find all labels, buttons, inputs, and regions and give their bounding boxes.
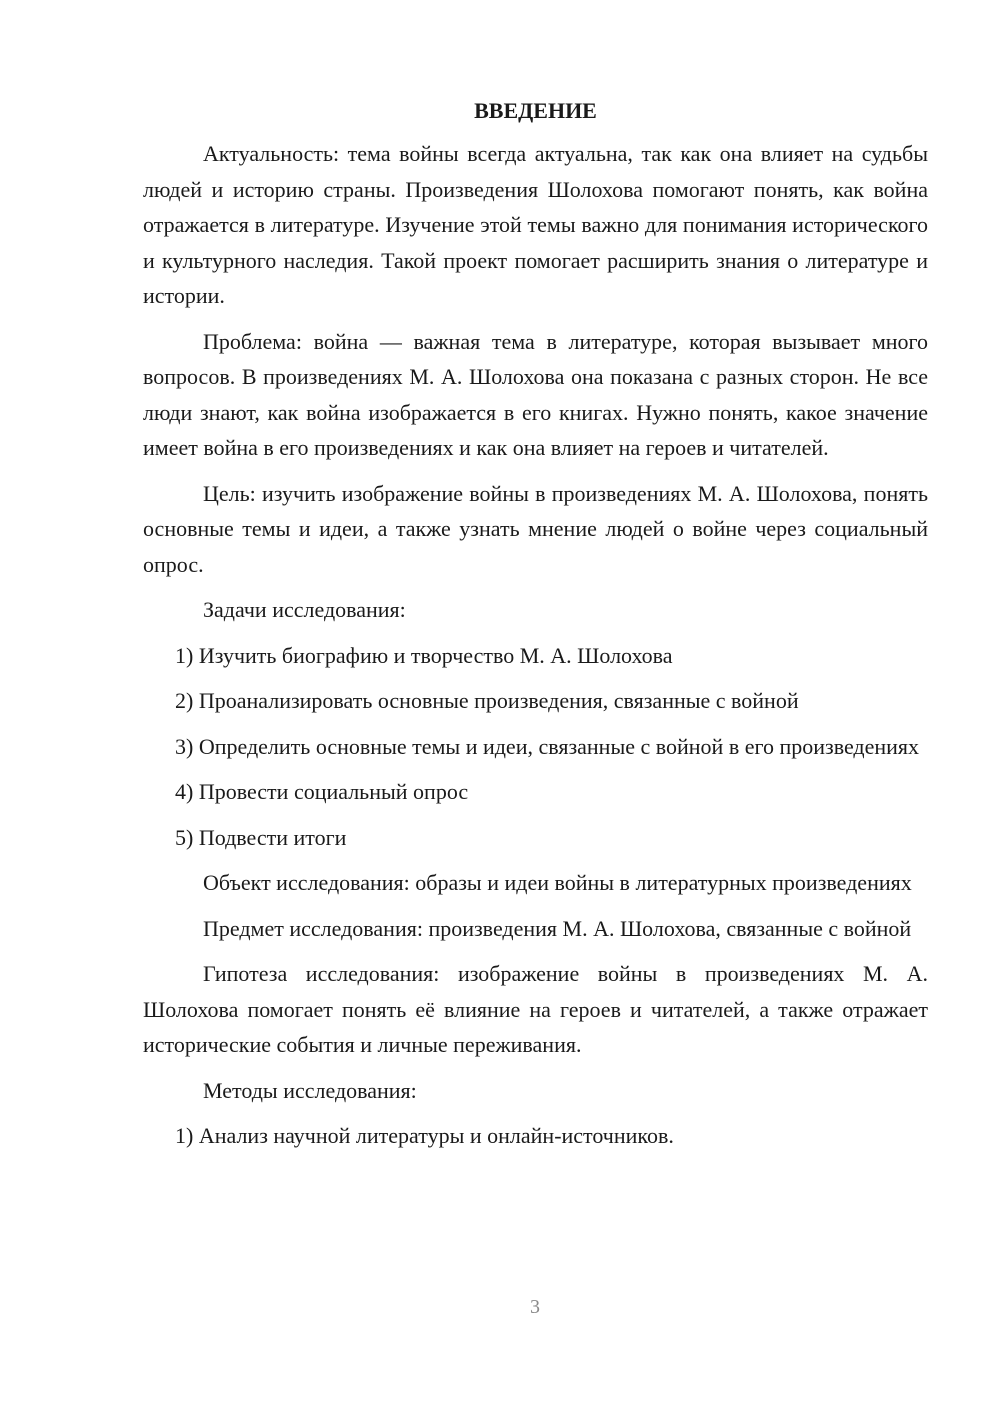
method-item-1: 1) Анализ научной литературы и онлайн-источников.: [175, 1123, 674, 1148]
page-number: 3: [530, 1296, 540, 1318]
task-item-5: 5) Подвести итоги: [175, 824, 347, 850]
document-page: [143, 96, 928, 1164]
section-heading: ВВЕДЕНИЕ: [474, 98, 597, 123]
task-item-2: 2) Проанализировать основные произведения, связанные с войной: [175, 688, 799, 713]
task-item-1: 1) Изучить биографию и творчество М. А. Шолохова: [175, 642, 673, 668]
subject-paragraph: Предмет исследования: произведения М. А. Шолохова, связанные с войной: [203, 915, 912, 941]
tasks-title: Задачи исследования:: [203, 597, 406, 622]
task-item-4: 4) Провести социальный опрос: [175, 779, 469, 804]
relevance-paragraph: Актуальность: тема войны всегда актуальна, так как она влияет на судьбы людей и историю страны. Произведения Шолохова помогают понять, как война отражается в литературе. Изучение этой темы важно для понимания исторического и культурного наследия. Такой проект помогает расширить знания о литературе и истории.: [143, 141, 928, 308]
object-paragraph: Объект исследования: образы и идеи войны в литературных произведениях: [203, 870, 912, 895]
goal-paragraph: Цель: изучить изображение войны в произведениях М. А. Шолохова, понять основные темы и идеи, а также узнать мнение людей о войне через социальный опрос.: [143, 480, 928, 577]
hypothesis-paragraph: Гипотеза исследования: изображение войны в произведениях М. А. Шолохова помогает понять её влияние на героев и читателей, а также отражает исторические события и личные переживания.: [143, 961, 928, 1057]
task-item-3: 3) Определить основные темы и идеи, связанные с войной в его произведениях: [175, 733, 920, 759]
problem-paragraph: Проблема: война — важная тема в литературе, которая вызывает много вопросов. В произведениях М. А. Шолохова она показана с разных сторон. Не все люди знают, как война изображается в его книгах. Нужно понять, какое значение имеет война в его произведениях и как она влияет на героев и читателей.: [143, 328, 928, 460]
methods-title: Методы исследования:: [203, 1077, 417, 1103]
